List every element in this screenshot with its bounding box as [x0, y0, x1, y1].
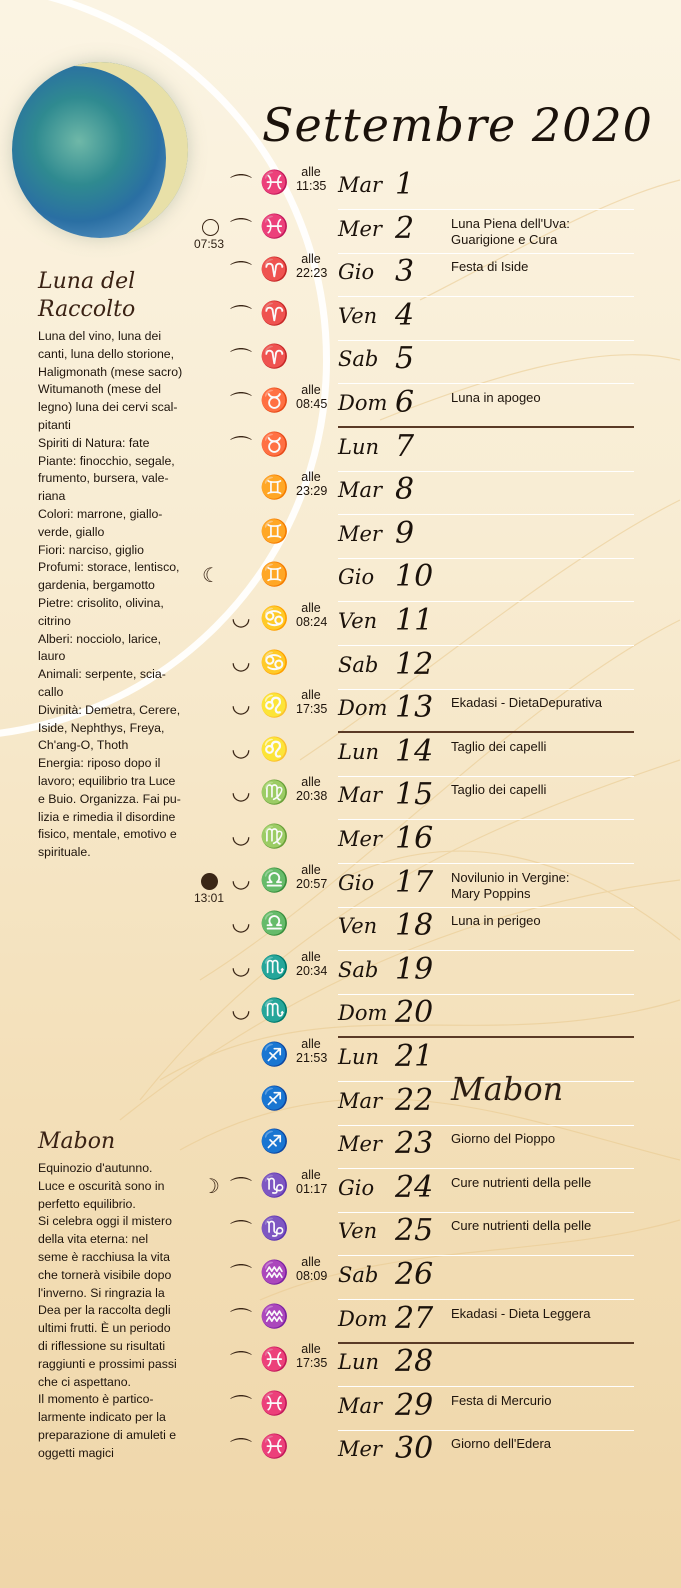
- weekday: Ven: [338, 303, 378, 328]
- weekday: Dom: [338, 1306, 388, 1331]
- calendar-row: [0, 863, 681, 907]
- weekday: Mar: [338, 783, 383, 808]
- luna-text-line: Alberi: nocciolo, larice,: [38, 631, 162, 646]
- descending-moon-icon: ◡: [231, 692, 251, 718]
- sign-change-time: alle 08:45: [296, 383, 328, 411]
- luna-text-line: Piante: finocchio, segale,: [38, 453, 175, 468]
- day-number: 14: [395, 733, 434, 769]
- descending-moon-icon: ◡: [231, 997, 251, 1023]
- aries-icon: ♈: [260, 343, 289, 370]
- day-note: Luna Piena dell'Uva: Guarigione e Cura: [451, 215, 570, 247]
- luna-text-line: Spiriti di Natura: fate: [38, 435, 150, 450]
- calendar-row: [0, 514, 681, 558]
- day-number: 28: [395, 1344, 434, 1380]
- calendar-row: [0, 339, 681, 383]
- day-number: 22: [395, 1082, 434, 1118]
- luna-text-line: pitanti: [38, 417, 71, 432]
- mabon-text-line: raggiunti e prossimi passi: [38, 1356, 177, 1371]
- weekday: Gio: [338, 565, 375, 590]
- luna-text-line: lizia e rimedia il disordine: [38, 809, 176, 824]
- luna-text-line: Pietre: crisolito, olivina,: [38, 595, 164, 610]
- leo-icon: ♌: [260, 692, 289, 719]
- weekday: Dom: [338, 1001, 388, 1026]
- weekday: Sab: [338, 652, 379, 677]
- luna-text-line: Profumi: storace, lentisco,: [38, 560, 180, 575]
- day-note: Giorno dell'Edera: [451, 1436, 552, 1452]
- sagittarius-icon: ♐: [260, 1084, 289, 1111]
- luna-text-line: Colori: marrone, giallo-: [38, 506, 163, 521]
- day-number: 20: [395, 995, 434, 1031]
- luna-text-line: frumento, bursera, vale-: [38, 471, 169, 486]
- day-number: 3: [395, 254, 415, 290]
- calendar-row: [0, 1168, 681, 1212]
- weekday: Mer: [338, 521, 382, 546]
- weekday: Mar: [338, 1088, 383, 1113]
- weekday: Ven: [338, 609, 378, 633]
- day-note: Cure nutrienti della pelle: [451, 1174, 592, 1190]
- day-note: Luna in apogeo: [451, 390, 541, 405]
- page-title: Settembre 2020: [262, 98, 653, 152]
- luna-text-line: canti, luna dello storione,: [38, 346, 175, 361]
- weekday: Ven: [338, 914, 378, 939]
- day-number: 17: [395, 864, 434, 900]
- pisces-icon: ♓: [260, 1346, 289, 1373]
- ascending-moon-icon: ⌒: [230, 1306, 253, 1332]
- calendar-row: [0, 775, 681, 819]
- sign-change-time: alle 21:53: [296, 1037, 328, 1065]
- calendar-row: [0, 906, 681, 950]
- day-number: 11: [395, 603, 434, 638]
- luna-text-line: Ch'ang-O, Thoth: [38, 738, 129, 753]
- day-number: 27: [395, 1300, 434, 1336]
- weekday: Gio: [338, 1175, 375, 1200]
- mabon-text-line: di riflessione su risultati: [38, 1338, 166, 1353]
- weekday: Lun: [338, 739, 379, 764]
- day-number: 2: [395, 210, 415, 246]
- gemini-icon: ♊: [260, 474, 289, 501]
- day-number: 24: [395, 1169, 434, 1205]
- calendar-row: [0, 1211, 681, 1255]
- aries-icon: ♈: [260, 256, 289, 283]
- calendar-row: [0, 1255, 681, 1299]
- ascending-moon-icon: ⌒: [230, 260, 253, 286]
- phase-time: 07:53: [194, 236, 225, 251]
- aquarius-icon: ♒: [260, 1302, 289, 1329]
- calendar-row: [0, 209, 681, 253]
- calendar-row: [0, 296, 681, 340]
- weekday: Sab: [338, 347, 379, 372]
- weekday: Mar: [338, 1393, 383, 1418]
- luna-text-line: riana: [38, 489, 66, 504]
- weekday: Mar: [338, 173, 383, 197]
- calendar-row: [0, 819, 681, 863]
- libra-icon: ♎: [260, 910, 289, 937]
- mabon-text-line: che ci aspettano.: [38, 1374, 131, 1389]
- cancer-icon: ♋: [260, 605, 289, 631]
- full-moon-icon: [202, 219, 219, 236]
- luna-text-line: Haligmonath (mese sacro): [38, 364, 183, 379]
- weekday: Lun: [338, 1045, 379, 1069]
- calendar-row: [0, 383, 681, 427]
- descending-moon-icon: ◡: [231, 605, 251, 630]
- mabon-text-line: preparazione di amuleti e: [38, 1427, 177, 1442]
- capricorn-icon: ♑: [260, 1171, 289, 1198]
- descending-moon-icon: ◡: [231, 779, 251, 805]
- sign-change-time: alle 08:09: [296, 1255, 328, 1283]
- sagittarius-icon: ♐: [260, 1128, 289, 1155]
- calendar-row: [0, 427, 681, 471]
- ascending-moon-icon: ⌒: [230, 1393, 253, 1419]
- luna-text-line: Luna del vino, luna dei: [38, 329, 162, 343]
- day-note: Taglio dei capelli: [451, 738, 547, 754]
- pisces-icon: ♓: [260, 1433, 289, 1460]
- sign-change-time: alle 17:35: [296, 688, 328, 717]
- calendar-row: [0, 732, 681, 776]
- day-number: 9: [395, 515, 415, 551]
- gemini-icon: ♊: [260, 517, 289, 544]
- ascending-moon-icon: ⌒: [230, 303, 253, 329]
- taurus-icon: ♉: [260, 387, 289, 413]
- calendar-row: [0, 1069, 681, 1125]
- taurus-icon: ♉: [260, 430, 289, 457]
- day-number: 26: [395, 1257, 434, 1292]
- mabon-title: Mabon: [38, 1129, 116, 1154]
- calendar-row: [0, 1342, 681, 1386]
- weekday: Sab: [338, 957, 379, 982]
- calendar-row: [0, 557, 681, 601]
- sign-change-time: alle 20:38: [296, 775, 328, 804]
- luna-text-line: callo: [38, 684, 64, 699]
- luna-text-line: spirituale.: [38, 845, 91, 860]
- sign-change-time: alle 17:35: [296, 1342, 328, 1371]
- ascending-moon-icon: ⌒: [230, 173, 253, 198]
- sign-change-time: alle 08:24: [296, 601, 328, 629]
- day-number: 29: [395, 1387, 434, 1423]
- capricorn-icon: ♑: [260, 1215, 289, 1242]
- descending-moon-icon: ◡: [231, 866, 251, 892]
- weekday: Mer: [338, 1437, 382, 1462]
- day-number: 6: [395, 385, 415, 420]
- mabon-text-line: della vita eterna: nel: [38, 1232, 149, 1247]
- day-number: 18: [395, 908, 434, 944]
- mabon-text-line: Il momento è partico-: [38, 1392, 154, 1407]
- descending-moon-icon: ◡: [231, 823, 251, 848]
- sign-change-time: alle 23:29: [296, 470, 328, 499]
- weekday: Lun: [338, 1350, 379, 1375]
- day-note: Ekadasi - Dieta Leggera: [451, 1305, 591, 1321]
- calendar-row: [0, 252, 681, 296]
- phase-time: 13:01: [194, 890, 225, 905]
- descending-moon-icon: ◡: [231, 910, 251, 936]
- weekday: Mar: [338, 478, 383, 503]
- sign-change-time: alle 20:57: [296, 862, 328, 891]
- mabon-text-line: larmente indicato per la: [38, 1410, 166, 1425]
- luna-text-line: Fiori: narciso, giglio: [38, 542, 144, 557]
- luna-text-line: Animali: serpente, scia-: [38, 667, 166, 682]
- day-note: Mabon: [451, 1069, 564, 1108]
- mabon-text-line: che tornerà visibile dopo: [38, 1267, 172, 1282]
- ascending-moon-icon: ⌒: [230, 1263, 253, 1288]
- mabon-text-line: Si celebra oggi il mistero: [38, 1214, 172, 1229]
- new-moon-icon: [201, 873, 218, 890]
- mabon-text-line: Luce e oscurità sono in: [38, 1178, 165, 1193]
- weekday: Lun: [338, 434, 379, 459]
- day-number: 16: [395, 821, 434, 856]
- calendar-row: [0, 1386, 681, 1430]
- leo-icon: ♌: [260, 735, 289, 762]
- virgo-icon: ♍: [260, 823, 289, 849]
- luna-text-line: lauro: [38, 649, 66, 664]
- day-note: Festa di Iside: [451, 259, 529, 275]
- luna-text-line: Divinità: Demetra, Cerere,: [38, 702, 181, 717]
- calendar-row: [0, 1124, 681, 1168]
- weekday: Gio: [338, 870, 375, 895]
- calendar-row: [0, 1299, 681, 1343]
- ascending-moon-icon: ⌒: [230, 1175, 253, 1201]
- day-number: 15: [395, 777, 434, 813]
- calendar-row: [0, 645, 681, 689]
- ascending-moon-icon: ⌒: [230, 347, 253, 373]
- descending-moon-icon: ◡: [231, 735, 251, 761]
- calendar-row: [0, 950, 681, 994]
- day-note: Giorno del Pioppo: [451, 1131, 556, 1147]
- ascending-moon-icon: ⌒: [230, 434, 253, 460]
- luna-text-line: Witumanoth (mese del: [38, 382, 162, 397]
- day-number: 10: [395, 559, 434, 595]
- day-note: Novilunio in Vergine: Mary Poppins: [451, 869, 570, 901]
- day-note: Festa di Mercurio: [451, 1392, 552, 1408]
- calendar-row: [0, 1429, 681, 1473]
- gemini-icon: ♊: [260, 561, 289, 588]
- mabon-text-line: perfetto equilibrio.: [38, 1196, 136, 1211]
- day-note: Cure nutrienti della pelle: [451, 1218, 592, 1234]
- mabon-text-line: oggetti magici: [38, 1445, 114, 1460]
- luna-text-line: citrino: [38, 613, 71, 628]
- weekday: Sab: [338, 1263, 379, 1287]
- sign-change-time: alle 20:34: [296, 949, 328, 978]
- ascending-moon-icon: ⌒: [230, 1350, 253, 1376]
- ascending-moon-icon: ⌒: [230, 1219, 253, 1245]
- mabon-text-line: ultimi frutti. È un periodo: [38, 1321, 171, 1336]
- aquarius-icon: ♒: [260, 1259, 289, 1285]
- last-quarter-moon-icon: ☾: [202, 565, 220, 588]
- luna-text-line: legno) luna dei cervi scal-: [38, 400, 178, 415]
- mabon-text-line: seme è racchiusa la vita: [38, 1249, 170, 1264]
- scorpio-icon: ♏: [260, 997, 289, 1024]
- calendar-row: [0, 601, 681, 645]
- day-number: 30: [395, 1431, 434, 1467]
- luna-text-line: Energia: riposo dopo il: [38, 756, 161, 771]
- sign-change-time: alle 01:17: [296, 1167, 328, 1196]
- weekday: Ven: [338, 1219, 378, 1244]
- day-number: 25: [395, 1213, 434, 1249]
- luna-text-line: verde, giallo: [38, 524, 105, 539]
- sign-change-time: alle 11:35: [296, 165, 327, 193]
- scorpio-icon: ♏: [260, 953, 289, 980]
- calendar-row: [0, 470, 681, 514]
- day-number: 23: [395, 1126, 434, 1162]
- sign-change-time: alle 22:23: [296, 252, 328, 281]
- luna-text-line: lavoro; equilibrio tra Luce: [38, 773, 176, 788]
- calendar-row: [0, 993, 681, 1037]
- calendar-row: [0, 1037, 681, 1081]
- luna-text-line: fisico, mentale, emotivo e: [38, 827, 177, 842]
- day-number: 1: [395, 167, 415, 202]
- calendar-row: [0, 688, 681, 732]
- day-number: 19: [395, 951, 434, 987]
- day-number: 5: [395, 341, 415, 377]
- day-number: 13: [395, 690, 434, 726]
- ascending-moon-icon: ⌒: [230, 1437, 253, 1463]
- day-number: 4: [395, 297, 415, 333]
- luna-text-line: e Buio. Organizza. Fai pu-: [38, 791, 181, 806]
- day-note: Ekadasi - DietaDepurativa: [451, 695, 603, 711]
- luna-text-line: gardenia, bergamotto: [38, 578, 155, 593]
- day-number: 8: [395, 472, 415, 508]
- cancer-icon: ♋: [260, 648, 289, 675]
- descending-moon-icon: ◡: [231, 953, 251, 979]
- libra-icon: ♎: [260, 866, 289, 893]
- mabon-text-line: Equinozio d'autunno.: [38, 1161, 153, 1175]
- day-number: 12: [395, 646, 434, 682]
- virgo-icon: ♍: [260, 779, 289, 806]
- luna-text-line: Iside, Nephthys, Freya,: [38, 720, 165, 735]
- sagittarius-icon: ♐: [260, 1041, 289, 1067]
- weekday: Gio: [338, 260, 375, 285]
- day-note: Taglio dei capelli: [451, 782, 547, 798]
- ascending-moon-icon: ⌒: [230, 391, 253, 416]
- day-number: 7: [395, 428, 415, 464]
- luna-title: Luna del Raccolto: [38, 269, 136, 322]
- pisces-icon: ♓: [260, 169, 289, 195]
- mabon-text-line: Dea per la raccolta degli: [38, 1303, 171, 1318]
- calendar-row: [0, 165, 681, 209]
- aries-icon: ♈: [260, 299, 289, 326]
- first-quarter-moon-icon: ☽: [202, 1175, 220, 1198]
- weekday: Mer: [338, 216, 382, 241]
- weekday: Dom: [338, 696, 388, 721]
- mabon-text-line: l'inverno. Si ringrazia la: [38, 1285, 165, 1300]
- day-number: 21: [395, 1039, 434, 1074]
- pisces-icon: ♓: [260, 212, 289, 239]
- weekday: Mer: [338, 1132, 382, 1157]
- descending-moon-icon: ◡: [231, 648, 251, 674]
- day-note: Luna in perigeo: [451, 913, 541, 929]
- weekday: Mer: [338, 827, 382, 851]
- pisces-icon: ♓: [260, 1389, 289, 1416]
- weekday: Dom: [338, 391, 388, 415]
- ascending-moon-icon: ⌒: [230, 216, 253, 242]
